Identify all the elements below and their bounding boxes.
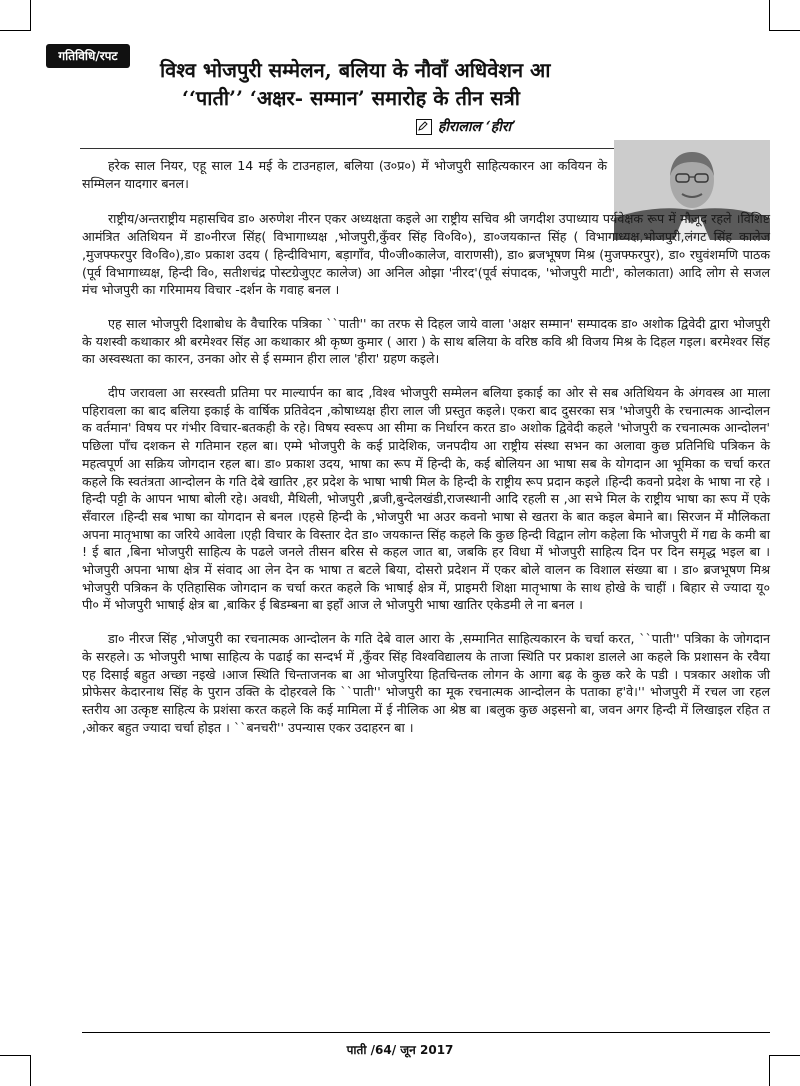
paragraph-4: दीप जरावला आ सरस्वती प्रतिमा पर माल्यार्पन का बाद ,विश्व भोजपुरी सम्मेलन बलिया इकाई का ओर से सब अतिथियन के अंगवस्त्र आ माला पहिरावला का बाद बलिया इकाई के वार्षिक प्रतिवेदन ,कोषाध्यक्ष हीरा लाल जी प्रस्तुत कइले। एकरा बाद दुसरका सत्र 'भोजपुरी के रचनात्मक आन्दोलन क वर्तमान' विषय पर गंभीर विचार-बतकही के रहे। विषय स्वरूप आ सीमा क निर्धारन करत डा० अशोक द्विवेदी कहले 'भोजपुरी क रचनात्मक आन्दोलन' पछिला पाँच दशकन से गतिमान रहल बा। एम्मे भोजपुरी के कई प्रादेशिक, जनपदीय आ राष्ट्रीय संस्था सभन का अलावा कुछ प्रतिनिधि पत्रिकन के महत्वपूर्ण आ सक्रिय जोगदान रहल बा। डा० प्रकाश उदय, भाषा का रूप में हिन्दी के, कई बोलियन आ भाषा सब के योगदान आ भूमिका क चर्चा करत कहले कि स्वतंत्रता आन्दोलन के गति देबे खातिर ,हर प्रदेश के भाषा भाषी मिल के हिन्दी के राष्ट्रीय रूप प्रदान कइले ।हिन्दी कवनो प्रदेश के भाषा ना रहे ।हिन्दी पट्टी के आपन भाषा बोली रहे। अवधी, मैथिली, भोजपुरी ,ब्रजी,बुन्देलखंडी,राजस्थानी आदि रहली स ,आ सभे मिल के राष्ट्रीय भाषा का रूप में एके सँवारल ।हिन्दी सब भाषा का योगदान से बनल ।एहसे हिन्दी के ,भोजपुरी भा अउर कवनो भाषा से खतरा के बात कइल बेमाने बा। सिरजन में मौलिकता अपना मातृभाषा का जरिये आवेला ।एही विचार के विस्तार देत डा० जयकान्त सिंह कहले कि कुछ हिन्दी विद्वान लोग कहेला कि भोजपुरी में गद्य के कमी बा ! ई बात ,बिना भोजपुरी साहित्य के पढले जनले तीसन बरिस से कहल जात बा, जबकि हर विधा में भोजपुरी साहित्य दिन पर दिन समृद्ध भइल बा । भोजपुरी अपना भाषा क्षेत्र में संवाद आ लेन देन क भाषा त बटले बिया, दोसरो प्रदेशन में एकर बोले वालन क विशाल संख्या बा । डा० ब्रजभूषण मिश्र भोजपुरी पत्रिकन के एतिहासिक जोगदान क चर्चा करत कहले कि भाषाई क्षेत्र में, प्राइमरी शिक्षा मातृभाषा के साथ होखे के चाहीं । बिहार से ज्यादा यू० पी० में भोजपुरी भाषाई क्षेत्र बा ,बाकिर ई बिडम्बना बा इहाँ आज ले भोजपुरी भाषा खातिर एकेडमी ले ना बनल । xyxy=(82,385,770,613)
section-tag: गतिविधि/रपट xyxy=(46,44,130,68)
crop-mark-top-right xyxy=(769,0,800,31)
paragraph-1: हरेक साल नियर, एहू साल 14 मई के टाउनहाल, बलिया (उ०प्र०) में भोजपुरी साहित्यकारन आ कवियन के सम्मिलन यादगार बनल। xyxy=(82,158,607,191)
pen-icon xyxy=(416,119,432,135)
crop-mark-top-left xyxy=(0,0,31,31)
author-name: हीरालाल ‘हीरा’ xyxy=(438,119,517,135)
header-rule xyxy=(80,148,670,149)
author-byline xyxy=(416,117,516,136)
article-title-line-1: विश्व भोजपुरी सम्मेलन, बलिया के नौवाँ अधिवेशन आ xyxy=(160,58,551,82)
paragraph-2: राष्ट्रीय/अन्तराष्ट्रीय महासचिव डा० अरुणेश नीरन एकर अध्यक्षता कइले आ राष्ट्रीय सचिव श्री जगदीश उपाध्याय पर्यवेक्षक रूप में मौजूद रहले ।विशिष्ट आमंत्रित अतिथियन में डा०नीरज सिंह( विभागाध्यक्ष ,भोजपुरी,कुँवर सिंह वि०वि०), डा०जयकान्त सिंह ( विभागाध्यक्ष,भोजपुरी,लंगट सिंह कालेज ,मुजफ्फरपुर वि०वि०),डा० प्रकाश उदय ( हिन्दीविभाग, बड़ागाँव, पी०जी०कालेज, वाराणसी), डा० ब्रजभूषण मिश्र (मुजफ्फरपुर), डा० रघुवंशमणि पाठक (पूर्व विभागाध्यक्ष, हिन्दी वि०, सतीशचंद्र पोस्टग्रेजुएट कालेज) आ अनिल ओझा 'नीरद'(पूर्व संपादक, 'भोजपुरी माटी', कोलकाता) आदि लोग से सजल मंच भोजपुरी का गरिमामय विचार -दर्शन के गवाह बनल । xyxy=(82,211,770,298)
crop-mark-bottom-right xyxy=(769,1055,800,1086)
crop-mark-bottom-left xyxy=(0,1055,31,1086)
paragraph-5: डा० नीरज सिंह ,भोजपुरी का रचनात्मक आन्दोलन के गति देबे वाल आरा के ,सम्मानित साहित्यकारन के चर्चा करत, ``पाती'' पत्रिका के जोगदान के सरहले। ऊ भोजपुरी भाषा साहित्य के पढाई का सन्दर्भ में ,कुँवर सिंह विश्वविद्यालय के ताजा स्थिति पर प्रकाश डालले आ कहले कि प्रशासन के रवैया एह दिसाई बहुत अच्छा नइखे ।आज स्थिति चिन्ताजनक बा आ भोजपुरिया हितचिन्तक लोगन के आगा बढ़ के कुछ करे के पडी । पत्रकार अशोक जी प्रोफेसर केदारनाथ सिंह के पुरान उक्ति के दोहरवले कि ``पाती'' भोजपुरी का मूक रचनात्मक आन्दोलन के पताका ह'वे।'' भोजपुरी में रचल जा रहल स्तरीय आ उत्कृष्ट साहित्य के प्रशंसा करत कहले कि कई मामिला में ई नीलिक आ श्रेष्ठ बा ।बलुक कुछ अइसनो बा, जवन अगर हिन्दी में लिखाइल रहित त ,ओकर बहुत ज्यादा चर्चा होइत । ``बनचरी'' उपन्यास एकर उदाहरन बा । xyxy=(82,631,770,735)
page-footer: पाती /64/ जून 2017 xyxy=(346,1043,454,1057)
article-title-line-2: ‘‘पाती’’ ‘अक्षर- सम्मान’ समारोह के तीन सत्री xyxy=(182,86,520,110)
article-body xyxy=(82,157,770,752)
footer-rule xyxy=(82,1032,770,1033)
paragraph-3: एह साल भोजपुरी दिशाबोध के वैचारिक पत्रिका ``पाती'' का तरफ से दिहल जाये वाला 'अक्षर सम्मान' सम्पादक डा० अशोक द्विवेदी द्वारा भोजपुरी के यशस्वी कथाकार श्री बरमेश्वर सिंह आ कथाकार श्री कृष्ण कुमार ( आरा ) के साथ बलिया के वरिष्ठ कवि श्री विजय मिश्र के दिहल गइल। बरमेश्वर सिंह का अस्वस्थता का कारन, उनका ओर से ई सम्मान हीरा लाल 'हीरा' ग्रहण कइले। xyxy=(82,315,770,367)
article-title xyxy=(160,56,600,112)
